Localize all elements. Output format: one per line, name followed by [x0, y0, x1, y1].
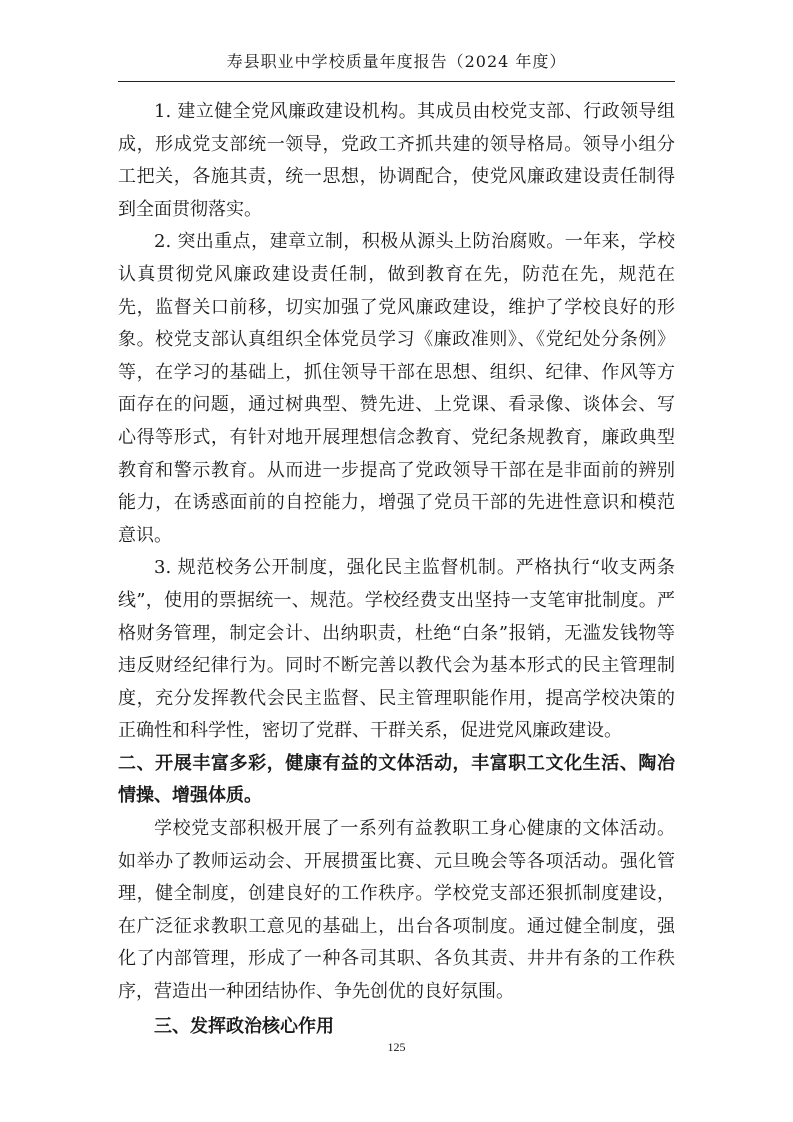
page-number: 125	[387, 1040, 406, 1054]
page-header-title: 寿县职业中学校质量年度报告（2024 年度）	[226, 52, 567, 71]
paragraph-cultural-activities: 学校党支部积极开展了一系列有益教职工身心健康的文体活动。如举办了教师运动会、开展掼蛋比赛、元旦晚会等各项活动。强化管理，健全制度，创建良好的工作秩序。学校党支部还狠抓制度建设，在广泛征求教职工意见的基础上，出台各项制度。通过健全制度，强化了内部管理，形成了一种各司其职、各负其责、井井有条的工作秩序，营造出一种团结协作、争先创优的良好氛围。	[118, 818, 675, 1003]
section-heading-political-core: 三、发挥政治核心作用	[154, 1015, 334, 1037]
document-body	[118, 96, 675, 1043]
header-divider	[118, 81, 675, 82]
paragraph-school-affairs: 3. 规范校务公开制度，强化民主监督机制。严格执行“收支两条线”，使用的票据统一、规范。学校经费支出坚持一支笔审批制度。严格财务管理，制定会计、出纳职责，杜绝“白条”报销，无滥发钱物等违反财经纪律行为。同时不断完善以教代会为基本形式的民主管理制度，充分发挥教代会民主监督、民主管理职能作用，提高学校决策的正确性和科学性，密切了党群、干群关系，促进党风廉政建设。	[118, 557, 675, 742]
paragraph-anti-corruption: 2. 突出重点，建章立制，积极从源头上防治腐败。一年来，学校认真贯彻党风廉政建设责任制，做到教育在先，防范在先，规范在先，监督关口前移，切实加强了党风廉政建设，维护了学校良好的形象。校党支部认真组织全体党员学习《廉政准则》、《党纪处分条例》等，在学习的基础上，抓住领导干部在思想、组织、纪律、作风等方面存在的问题，通过树典型、赞先进、上党课、看录像、谈体会、写心得等形式，有针对地开展理想信念教育、党纪条规教育，廉政典型教育和警示教育。从而进一步提高了党政领导干部在是非面前的辨别能力，在诱惑面前的自控能力，增强了党员干部的先进性意识和模范意识。	[118, 231, 675, 546]
section-heading-cultural-activities: 二、开展丰富多彩，健康有益的文体活动，丰富职工文化生活、陶冶情操、增强体质。	[118, 752, 675, 807]
paragraph-party-organization: 1. 建立健全党风廉政建设机构。其成员由校党支部、行政领导组成，形成党支部统一领导，党政工齐抓共建的领导格局。领导小组分工把关，各施其责，统一思想，协调配合，使党风廉政建设责任制得到全面贯彻落实。	[118, 101, 675, 220]
